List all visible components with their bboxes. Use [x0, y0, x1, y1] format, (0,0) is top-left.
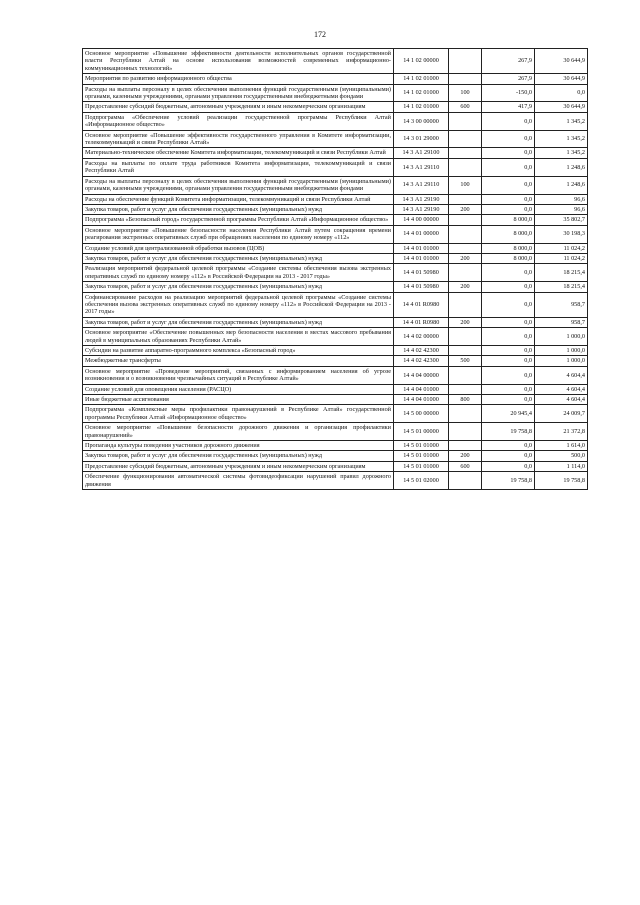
table-row	[83, 84, 588, 102]
table-row	[83, 194, 588, 204]
row-change-amount-cell: 0,0	[482, 176, 535, 194]
budget-table	[82, 48, 588, 490]
row-code-cell: 14 3 01 29000	[394, 130, 449, 148]
row-change-amount-cell: 0,0	[482, 451, 535, 461]
row-expense-type-cell: 500	[449, 356, 482, 366]
row-name-cell: Создание условий для оповещения населения (РАСЦО)	[83, 384, 394, 394]
row-code-cell: 14 4 02 42300	[394, 346, 449, 356]
row-name-cell: Субсидии на развитие аппаратно-программного комплекса «Безопасный город»	[83, 346, 394, 356]
row-total-amount-cell: 1 345,2	[535, 130, 588, 148]
row-change-amount-cell: 267,9	[482, 74, 535, 84]
row-total-amount-cell: 30 644,9	[535, 49, 588, 74]
row-name-cell: Создание условий для централизованной обработки вызовов (ЦОВ)	[83, 243, 394, 253]
row-change-amount-cell: 267,9	[482, 49, 535, 74]
row-code-cell: 14 1 02 01000	[394, 74, 449, 84]
row-change-amount-cell: 0,0	[482, 356, 535, 366]
table-row	[83, 282, 588, 292]
row-code-cell: 14 5 01 01000	[394, 461, 449, 471]
row-name-cell: Расходы на выплаты персоналу в целях обеспечения выполнения функций государственными (муниципальными) органами, казенными учреждениями, органами управления государственными внебюджетными фондами	[83, 84, 394, 102]
row-code-cell: 14 4 01 50980	[394, 282, 449, 292]
row-code-cell: 14 3 00 00000	[394, 112, 449, 130]
row-expense-type-cell	[449, 405, 482, 423]
row-total-amount-cell: 30 198,3	[535, 225, 588, 243]
row-name-cell: Реализация мероприятий федеральной целевой программы «Создание системы обеспечения вызова экстренных оперативных служб по единому номеру «112» в Российской Федерации на 2013 - 2017 годы»	[83, 264, 394, 282]
row-code-cell: 14 4 04 01000	[394, 384, 449, 394]
table-row	[83, 441, 588, 451]
row-expense-type-cell: 200	[449, 282, 482, 292]
budget-table-body	[83, 49, 588, 490]
row-code-cell: 14 5 01 00000	[394, 423, 449, 441]
row-name-cell: Подпрограмма «Обеспечение условий реализации государственной программы Республики Алтай «Информационное общество»	[83, 112, 394, 130]
row-code-cell: 14 4 01 R0980	[394, 317, 449, 327]
row-total-amount-cell: 96,6	[535, 194, 588, 204]
table-row	[83, 472, 588, 490]
row-expense-type-cell	[449, 384, 482, 394]
table-row	[83, 253, 588, 263]
table-row	[83, 356, 588, 366]
row-name-cell: Подпрограмма «Комплексные меры профилактики правонарушений в Республике Алтай» государственной программы Республики Алтай «Информационное общество»	[83, 405, 394, 423]
row-total-amount-cell: 1 000,0	[535, 346, 588, 356]
row-total-amount-cell: 1 000,0	[535, 356, 588, 366]
row-name-cell: Расходы на обеспечение функций Комитета информатизации, телекоммуникаций и связи Республики Алтай	[83, 194, 394, 204]
row-code-cell: 14 1 02 00000	[394, 49, 449, 74]
row-change-amount-cell: 0,0	[482, 346, 535, 356]
table-row	[83, 215, 588, 225]
row-change-amount-cell: 0,0	[482, 384, 535, 394]
row-expense-type-cell: 100	[449, 84, 482, 102]
table-row	[83, 130, 588, 148]
row-name-cell: Обеспечение функционирования автоматической системы фотовидеофиксации нарушений правил дорожного движения	[83, 472, 394, 490]
row-change-amount-cell: 0,0	[482, 441, 535, 451]
row-change-amount-cell: 8 000,0	[482, 225, 535, 243]
row-expense-type-cell	[449, 49, 482, 74]
row-total-amount-cell: 4 604,4	[535, 366, 588, 384]
row-expense-type-cell	[449, 264, 482, 282]
row-expense-type-cell	[449, 215, 482, 225]
row-change-amount-cell: 20 945,4	[482, 405, 535, 423]
row-code-cell: 14 3 А1 29110	[394, 176, 449, 194]
table-row	[83, 328, 588, 346]
row-code-cell: 14 5 01 02000	[394, 472, 449, 490]
row-expense-type-cell: 200	[449, 253, 482, 263]
table-row	[83, 102, 588, 112]
table-row	[83, 395, 588, 405]
row-code-cell: 14 3 А1 29100	[394, 148, 449, 158]
row-expense-type-cell	[449, 243, 482, 253]
table-row	[83, 366, 588, 384]
row-change-amount-cell: 19 758,8	[482, 423, 535, 441]
row-total-amount-cell: 500,0	[535, 451, 588, 461]
row-name-cell: Закупка товаров, работ и услуг для обеспечения государственных (муниципальных) нужд	[83, 204, 394, 214]
row-change-amount-cell: 0,0	[482, 292, 535, 317]
row-total-amount-cell: 1 345,2	[535, 148, 588, 158]
row-name-cell: Расходы на выплаты персоналу в целях обеспечения выполнения функций государственными (муниципальными) органами, казенными учреждениями, органами управления государственными внебюджетными фондами	[83, 176, 394, 194]
row-name-cell: Пропаганда культуры поведения участников дорожного движения	[83, 441, 394, 451]
row-code-cell: 14 4 01 R0980	[394, 292, 449, 317]
row-code-cell: 14 4 00 00000	[394, 215, 449, 225]
row-code-cell: 14 4 04 01000	[394, 395, 449, 405]
row-expense-type-cell: 200	[449, 204, 482, 214]
row-name-cell: Закупка товаров, работ и услуг для обеспечения государственных (муниципальных) нужд	[83, 317, 394, 327]
row-code-cell: 14 5 01 01000	[394, 441, 449, 451]
row-change-amount-cell: 0,0	[482, 194, 535, 204]
row-expense-type-cell	[449, 74, 482, 84]
row-expense-type-cell	[449, 346, 482, 356]
row-code-cell: 14 4 04 00000	[394, 366, 449, 384]
row-name-cell: Расходы на выплаты по оплате труда работников Комитета информатизации, телекоммуникаций и связи Республики Алтай	[83, 158, 394, 176]
row-change-amount-cell: 8 000,0	[482, 253, 535, 263]
row-total-amount-cell: 24 009,7	[535, 405, 588, 423]
row-code-cell: 14 1 02 01000	[394, 102, 449, 112]
row-change-amount-cell: 0,0	[482, 158, 535, 176]
row-code-cell: 14 3 А1 29190	[394, 194, 449, 204]
row-expense-type-cell: 200	[449, 317, 482, 327]
table-row	[83, 384, 588, 394]
row-total-amount-cell: 30 644,9	[535, 102, 588, 112]
table-row	[83, 292, 588, 317]
row-expense-type-cell	[449, 194, 482, 204]
row-name-cell: Межбюджетные трансферты	[83, 356, 394, 366]
row-change-amount-cell: 0,0	[482, 130, 535, 148]
row-expense-type-cell	[449, 328, 482, 346]
row-name-cell: Иные бюджетные ассигнования	[83, 395, 394, 405]
row-change-amount-cell: 0,0	[482, 112, 535, 130]
row-change-amount-cell: 0,0	[482, 204, 535, 214]
row-name-cell: Мероприятия по развитию информационного общества	[83, 74, 394, 84]
table-row	[83, 346, 588, 356]
row-change-amount-cell: 0,0	[482, 282, 535, 292]
row-total-amount-cell: 21 372,8	[535, 423, 588, 441]
row-code-cell: 14 4 02 00000	[394, 328, 449, 346]
page-number: 172	[314, 30, 326, 39]
row-change-amount-cell: 0,0	[482, 264, 535, 282]
row-total-amount-cell: 96,6	[535, 204, 588, 214]
row-name-cell: Предоставление субсидий бюджетным, автономным учреждениям и иным некоммерческим организациям	[83, 461, 394, 471]
row-total-amount-cell: 4 604,4	[535, 395, 588, 405]
table-row	[83, 158, 588, 176]
row-expense-type-cell	[449, 292, 482, 317]
table-row	[83, 49, 588, 74]
row-total-amount-cell: 1 000,0	[535, 328, 588, 346]
row-expense-type-cell: 800	[449, 395, 482, 405]
row-total-amount-cell: 1 248,6	[535, 158, 588, 176]
row-name-cell: Основное мероприятие «Обеспечение повышенных мер безопасности населения в местах массового пребывания людей в муниципальных образованиях Республики Алтай»	[83, 328, 394, 346]
table-row	[83, 148, 588, 158]
row-change-amount-cell: 0,0	[482, 317, 535, 327]
row-change-amount-cell: 8 000,0	[482, 243, 535, 253]
row-change-amount-cell: 417,9	[482, 102, 535, 112]
row-total-amount-cell: 19 758,8	[535, 472, 588, 490]
row-expense-type-cell	[449, 130, 482, 148]
row-code-cell: 14 4 01 01000	[394, 243, 449, 253]
row-code-cell: 14 5 00 00000	[394, 405, 449, 423]
row-total-amount-cell: 958,7	[535, 317, 588, 327]
row-name-cell: Закупка товаров, работ и услуг для обеспечения государственных (муниципальных) нужд	[83, 451, 394, 461]
table-row	[83, 112, 588, 130]
row-name-cell: Закупка товаров, работ и услуг для обеспечения государственных (муниципальных) нужд	[83, 282, 394, 292]
row-name-cell: Подпрограмма «Безопасный город» государственной программы Республики Алтай «Информационное общество»	[83, 215, 394, 225]
row-code-cell: 14 1 02 01000	[394, 84, 449, 102]
row-change-amount-cell: 0,0	[482, 328, 535, 346]
row-expense-type-cell	[449, 112, 482, 130]
row-change-amount-cell: -150,0	[482, 84, 535, 102]
row-total-amount-cell: 11 024,2	[535, 243, 588, 253]
row-code-cell: 14 4 01 01000	[394, 253, 449, 263]
row-change-amount-cell: 0,0	[482, 148, 535, 158]
row-expense-type-cell: 100	[449, 176, 482, 194]
table-row	[83, 317, 588, 327]
row-change-amount-cell: 0,0	[482, 461, 535, 471]
row-expense-type-cell	[449, 423, 482, 441]
row-total-amount-cell: 1 114,0	[535, 461, 588, 471]
row-change-amount-cell: 0,0	[482, 366, 535, 384]
row-name-cell: Основное мероприятие «Проведение мероприятий, связанных с информированием населения об угрозе возникновения и о возникновении чрезвычайных ситуаций в Республике Алтай»	[83, 366, 394, 384]
table-row	[83, 461, 588, 471]
row-name-cell: Основное мероприятие «Повышение безопасности населения Республики Алтай путем сокращения времени реагирования экстренных оперативных служб при обращениях населения по единому номеру «112»	[83, 225, 394, 243]
row-name-cell: Основное мероприятие «Повышение эффективности государственного управления в Комитете информатизации, телекоммуникаций и связи Республики Алтай»	[83, 130, 394, 148]
table-row	[83, 423, 588, 441]
row-name-cell: Софинансирование расходов на реализацию мероприятий федеральной целевой программы «Создание системы обеспечения вызова экстренных оперативных служб по единому номеру «112» в Российской Федерации на 2013 - 2017 годы»	[83, 292, 394, 317]
row-change-amount-cell: 19 758,8	[482, 472, 535, 490]
row-name-cell: Закупка товаров, работ и услуг для обеспечения государственных (муниципальных) нужд	[83, 253, 394, 263]
row-total-amount-cell: 18 215,4	[535, 282, 588, 292]
row-total-amount-cell: 30 644,9	[535, 74, 588, 84]
row-expense-type-cell: 200	[449, 451, 482, 461]
row-code-cell: 14 4 01 00000	[394, 225, 449, 243]
table-row	[83, 451, 588, 461]
table-row	[83, 74, 588, 84]
row-change-amount-cell: 8 000,0	[482, 215, 535, 225]
table-row	[83, 204, 588, 214]
table-row	[83, 225, 588, 243]
table-row	[83, 243, 588, 253]
row-expense-type-cell	[449, 472, 482, 490]
row-expense-type-cell: 600	[449, 461, 482, 471]
row-total-amount-cell: 1 248,6	[535, 176, 588, 194]
row-total-amount-cell: 0,0	[535, 84, 588, 102]
row-expense-type-cell	[449, 148, 482, 158]
row-expense-type-cell	[449, 441, 482, 451]
row-name-cell: Материально-техническое обеспечение Комитета информатизации, телекоммуникаций и связи Республики Алтай	[83, 148, 394, 158]
row-total-amount-cell: 1 614,0	[535, 441, 588, 451]
row-name-cell: Предоставление субсидий бюджетным, автономным учреждениям и иным некоммерческим организациям	[83, 102, 394, 112]
row-expense-type-cell	[449, 158, 482, 176]
row-total-amount-cell: 11 024,2	[535, 253, 588, 263]
row-code-cell: 14 3 А1 29110	[394, 158, 449, 176]
row-name-cell: Основное мероприятие «Повышение безопасности дорожного движения и организация профилактики правонарушений»	[83, 423, 394, 441]
row-change-amount-cell: 0,0	[482, 395, 535, 405]
row-code-cell: 14 5 01 01000	[394, 451, 449, 461]
row-expense-type-cell	[449, 366, 482, 384]
row-total-amount-cell: 35 802,7	[535, 215, 588, 225]
table-row	[83, 176, 588, 194]
row-expense-type-cell	[449, 225, 482, 243]
row-total-amount-cell: 4 604,4	[535, 384, 588, 394]
row-expense-type-cell: 600	[449, 102, 482, 112]
table-row	[83, 264, 588, 282]
row-code-cell: 14 4 02 42300	[394, 356, 449, 366]
row-total-amount-cell: 18 215,4	[535, 264, 588, 282]
row-name-cell: Основное мероприятие «Повышение эффективности деятельности исполнительных органов государственной власти Республики Алтай на основе использования возможностей современных информационно-коммуникационных технологий»	[83, 49, 394, 74]
table-row	[83, 405, 588, 423]
row-code-cell: 14 3 А1 29190	[394, 204, 449, 214]
row-total-amount-cell: 1 345,2	[535, 112, 588, 130]
row-code-cell: 14 4 01 50980	[394, 264, 449, 282]
row-total-amount-cell: 958,7	[535, 292, 588, 317]
